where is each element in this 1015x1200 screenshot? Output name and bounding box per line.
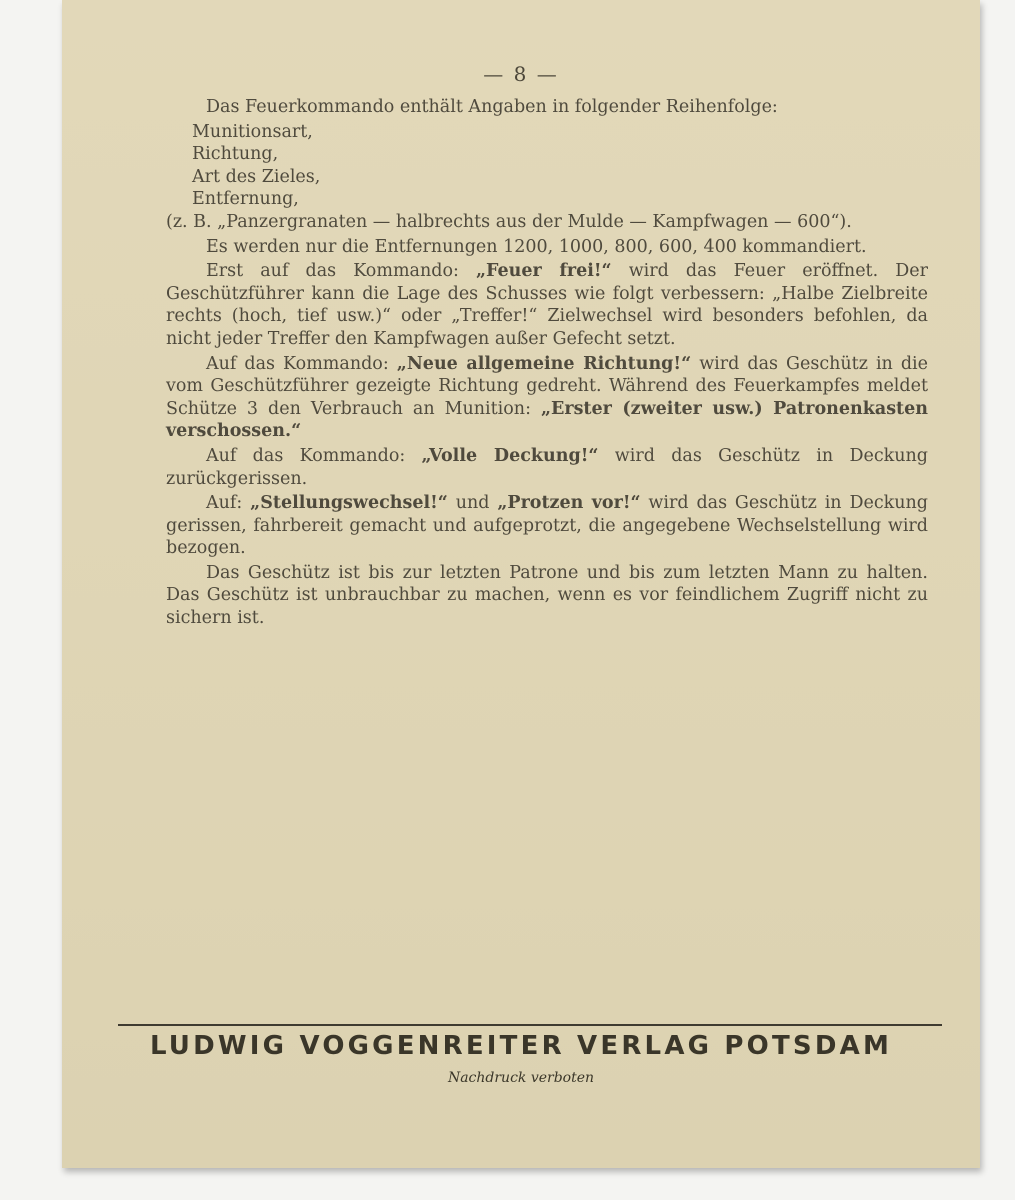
document-page bbox=[62, 0, 980, 1168]
list-item: Munitionsart, bbox=[192, 121, 313, 142]
body-text bbox=[166, 96, 928, 632]
paragraph-text: Auf das Kommando: bbox=[206, 353, 397, 374]
command-text: „Feuer frei!“ bbox=[475, 261, 612, 282]
list-item: Entfernung, bbox=[192, 189, 299, 210]
paragraph-text: wird das Geschütz in Deckung zurückgerissen. bbox=[166, 445, 929, 489]
example-paragraph: (z. B. „Panzergranaten — halbrechts aus der Mulde — Kampfwagen — 600“). bbox=[166, 211, 852, 232]
command-text: „Volle Deckung!“ bbox=[421, 445, 599, 466]
list-item: Art des Zieles, bbox=[192, 166, 321, 187]
direction-command-paragraph bbox=[166, 353, 928, 443]
paragraph-text: und bbox=[447, 493, 498, 514]
paragraph-text: wird das Geschütz in die vom Geschützführer gezeigte Richtung gedreht. Während des Feuerkampfes meldet Schütze 3 den Verbrauch an Munition: bbox=[166, 353, 928, 419]
page-number: — 8 — bbox=[483, 62, 559, 86]
command-text: „Neue allgemeine Richtung!“ bbox=[396, 353, 692, 374]
command-text: „Erster (zweiter usw.) Patronenkasten verschossen.“ bbox=[166, 398, 928, 442]
publisher-name: LUDWIG VOGGENREITER VERLAG POTSDAM bbox=[149, 1031, 893, 1061]
paragraph-text: Auf: bbox=[206, 493, 251, 514]
paragraph-text: Erst auf das Kommando: bbox=[206, 261, 476, 282]
footer-divider bbox=[118, 1024, 942, 1026]
command-text: „Protzen vor!“ bbox=[497, 493, 641, 514]
copyright-notice: Nachdruck verboten bbox=[447, 1070, 595, 1086]
cover-command-paragraph bbox=[166, 445, 928, 490]
list-item: Richtung, bbox=[192, 144, 279, 165]
paragraph-text: wird das Geschütz in Deckung gerissen, fahrbereit gemacht und aufgeprotzt, die angegebene Wechselstellung wird bezogen. bbox=[166, 493, 928, 559]
paragraph-text: Auf das Kommando: bbox=[206, 445, 422, 466]
distances-paragraph: Es werden nur die Entfernungen 1200, 1000, 800, 600, 400 kommandiert. bbox=[206, 236, 867, 257]
intro-paragraph: Das Feuerkommando enthält Angaben in folgender Reihenfolge: bbox=[206, 97, 778, 117]
position-change-paragraph bbox=[166, 492, 928, 560]
paragraph-text: wird das Feuer eröffnet. Der Geschützführer kann die Lage des Schusses wie folgt verbessern: „Halbe Zielbreite rechts (hoch, tief usw.)“ oder „Treffer!“ Zielwechsel wird besonders befohlen, da nicht jeder Treffer den Kampfwagen außer Gefecht setzt. bbox=[166, 261, 928, 349]
fire-command-paragraph bbox=[166, 260, 928, 350]
command-text: „Stellungswechsel!“ bbox=[250, 493, 448, 514]
hold-paragraph: Das Geschütz ist bis zur letzten Patrone und bis zum letzten Mann zu halten. Das Geschütz ist unbrauchbar zu machen, wenn es vor feindlichem Zugriff nicht zu sichern ist. bbox=[166, 562, 928, 629]
